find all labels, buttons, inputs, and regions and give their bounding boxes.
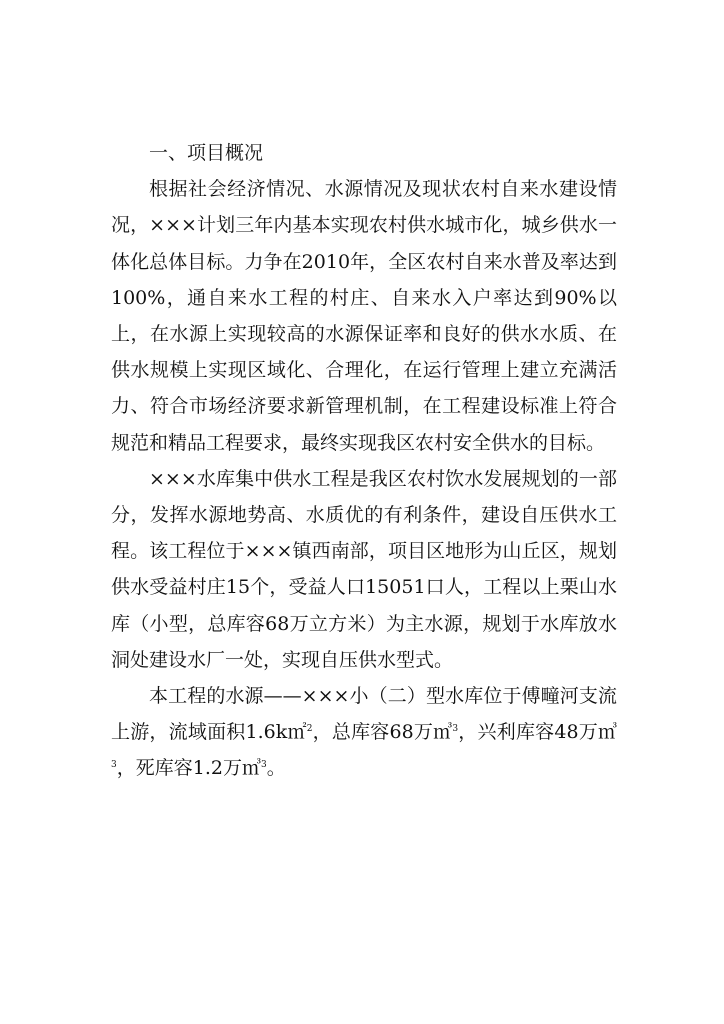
superscript-2: 2: [306, 724, 313, 735]
water-source-text-3: ，兴利库容48万㎥: [458, 721, 617, 744]
paragraph-reservoir-project: ×××水库集中供水工程是我区农村饮水发展规划的一部分，发挥水源地势高、水质优的有利条件，建设自压供水工程。该工程位于×××镇西南部，项目区地形为山丘区，规划供水受益村庄15个，受益人口15051口人，工程以上栗山水库（小型，总库容68万立方米）为主水源，规划于水库放水洞处建设水厂一处，实现自压供水型式。: [111, 467, 617, 671]
water-source-text-5: 。: [266, 757, 286, 780]
water-source-text-2: ，总库容68万㎥: [312, 721, 453, 744]
superscript-3: 3: [111, 760, 117, 771]
superscript-3: 3: [452, 724, 459, 735]
water-source-text-1: 本工程的水源——×××小（二）型水库位于傅疃河支流上游，流域面积1.6k㎡: [111, 685, 617, 744]
water-source-text-4: ，死库容1.2万㎥: [116, 757, 261, 780]
document-body: [111, 135, 617, 787]
paragraph-water-source: [111, 678, 617, 787]
paragraph-overview: 根据社会经济情况、水源情况及现状农村自来水建设情况，×××计划三年内基本实现农村供水城市化，城乡供水一体化总体目标。力争在2010年，全区农村自来水普及率达到100%，通自来水工程的村庄、自来水入户率达到90%以上，在水源上实现较高的水源保证率和良好的供水水质、在供水规模上实现区域化、合理化，在运行管理上建立充满活力、符合市场经济要求新管理机制，在工程建设标准上符合规范和精品工程要求，最终实现我区农村安全供水的目标。: [111, 178, 617, 454]
superscript-3: 3: [260, 760, 267, 771]
section-heading: 一、项目概况: [149, 142, 264, 164]
